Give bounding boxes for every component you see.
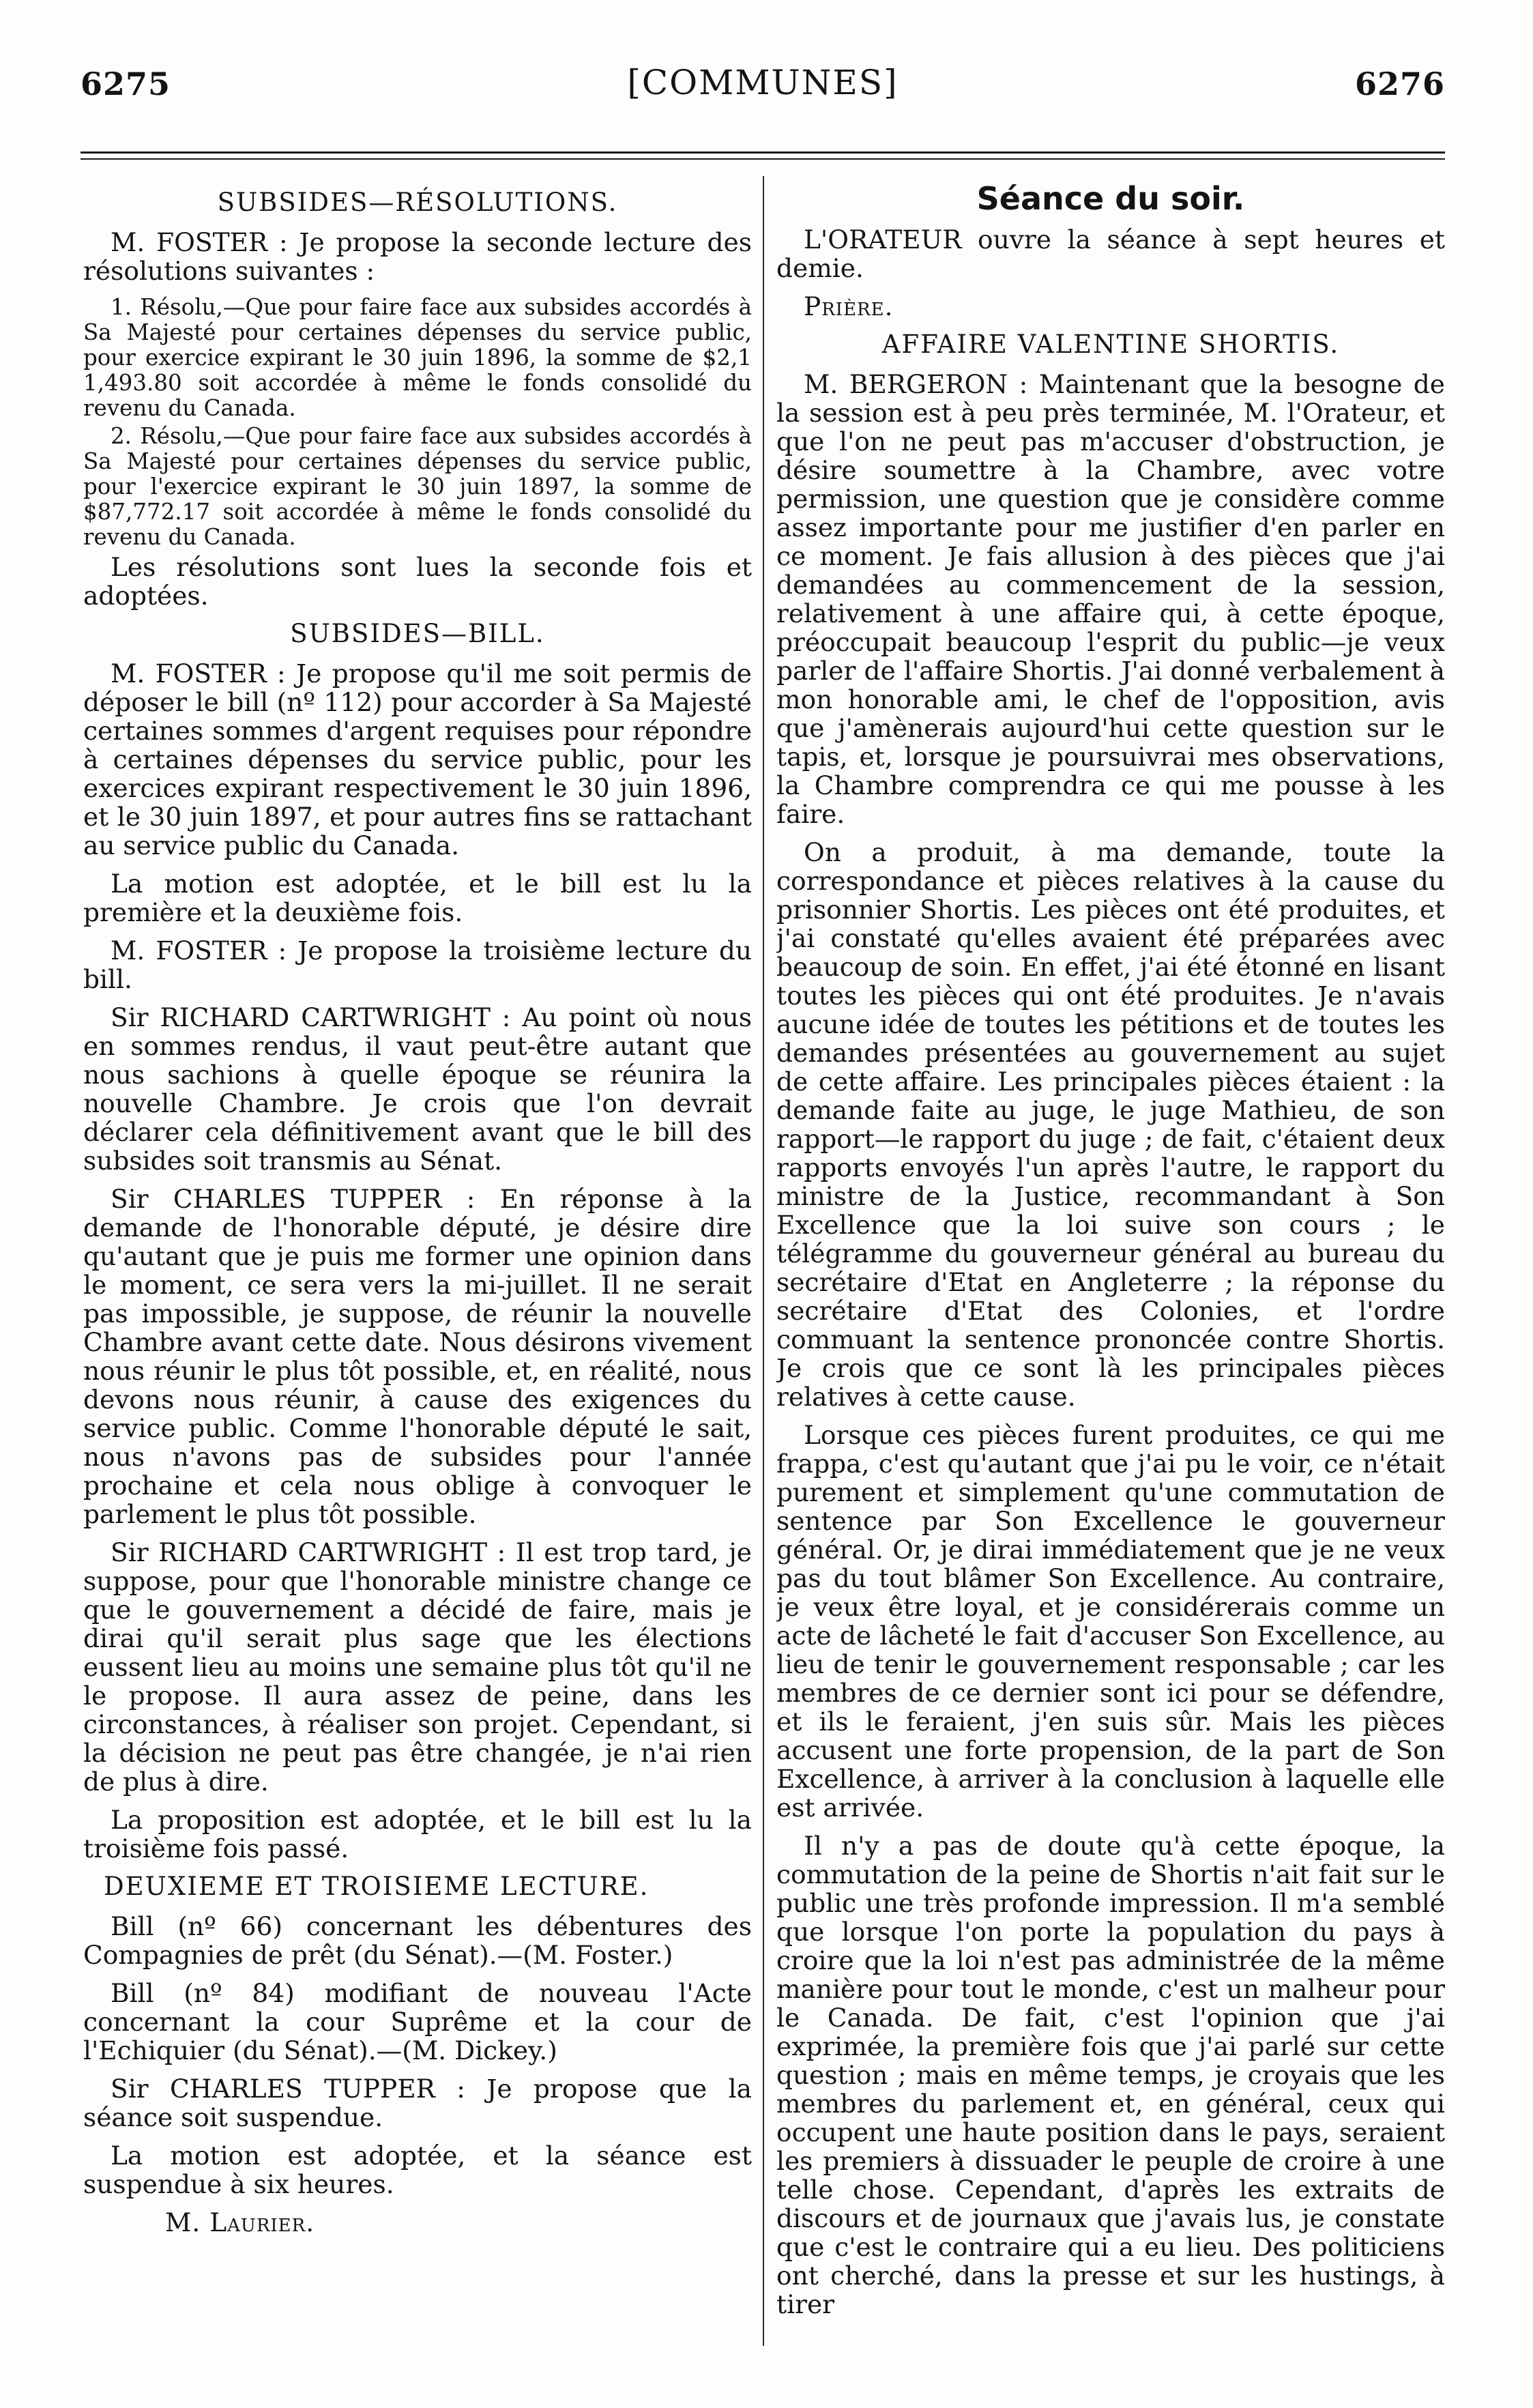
heading-subsides-bill: SUBSIDES—BILL.: [290, 619, 545, 648]
heading-deuxieme-troisieme-lecture: DEUXIEME ET TROISIEME LECTURE.: [104, 1872, 649, 1901]
paragraph: La motion est adoptée, et le bill est lu la première et la deuxième fois.: [83, 869, 752, 927]
heading-subsides-resolutions: SUBSIDES—RÉSOLUTIONS.: [217, 188, 618, 217]
right-column: [776, 184, 1445, 2368]
header-rule: [81, 151, 1445, 154]
page-number-left: 6275: [81, 66, 171, 102]
paragraph: Il n'y a pas de doute qu'à cette époque, la commutation de la peine de Shortis n'ait fait sur le public une très profonde impression. Il m'a semblé que lorsque l'on porte la population du pays à croire que la loi n'est pas administrée de la même manière pour tout le monde, c'est un malheur pour le Canada. De fait, c'est l'opinion que j'ai exprimée, la première fois que j'ai parlé sur cette question ; mais en même temps, je croyais que les membres du parlement et, en général, ceux qui occupent une haute position dans le pays, seraient les premiers à dissuader le peuple de croire à une telle chose. Cependant, d'après les extraits de discours et de journaux que j'avais lus, je constate que c'est le contraire qui a eu lieu. Des politiciens ont cherché, dans la presse et sur les hustings, à tirer: [776, 1831, 1445, 2319]
running-title: [COMMUNES]: [627, 63, 899, 102]
paragraph: La proposition est adoptée, et le bill est lu la troisième fois passé.: [83, 1805, 752, 1863]
paragraph: Sir CHARLES TUPPER : Je propose que la séance soit suspendue.: [83, 2074, 752, 2132]
paragraph: M. FOSTER : Je propose la seconde lecture des résolutions suivantes :: [83, 227, 752, 286]
page-header: [81, 63, 1445, 120]
paragraph: Bill (nº 84) modifiant de nouveau l'Acte concernant la cour Suprême et la cour de l'Echiquier (du Sénat).—(M. Dickey.): [83, 1978, 752, 2065]
paragraph: Sir RICHARD CARTWRIGHT : Au point où nous en sommes rendus, il vaut peut-être autant que nous sachions à quelle époque se réunira la nouvelle Chambre. Je crois que l'on devrait déclarer cela définitivement avant que le bill des subsides soit transmis au Sénat.: [83, 1002, 752, 1176]
paragraph: M. FOSTER : Je propose la troisième lecture du bill.: [83, 935, 752, 994]
paragraph: Bill (nº 66) concernant les débentures des Compagnies de prêt (du Sénat).—(M. Foster.): [83, 1911, 752, 1970]
paragraph: La motion est adoptée, et la séance est suspendue à six heures.: [83, 2141, 752, 2199]
column-divider: [763, 176, 764, 2346]
paragraph: Lorsque ces pièces furent produites, ce qui me frappa, c'est qu'autant que j'ai pu le voir, ce n'était purement et simplement qu'une commutation de sentence par Son Excellence le gouverneur général. Or, je dirai immédiatement que je ne veux pas du tout blâmer Son Excellence. Au contraire, je veux être loyal, et je considérerais comme un acte de lâcheté le fait d'accuser Son Excellence, au lieu de tenir le gouvernement responsable ; car les membres de ce dernier sont ici pour se défendre, et ils le feraient, j'en suis sûr. Mais les pièces accusent une forte propension, de la part de Son Excellence, à arriver à la conclusion à laquelle elle est arrivée.: [776, 1420, 1445, 1823]
header-rule-double: [81, 158, 1445, 160]
paragraph: M. FOSTER : Je propose qu'il me soit permis de déposer le bill (nº 112) pour accorder à Sa Majesté certaines sommes d'argent requises pour répondre à certaines dépenses du service public, pour les exercices expirant respectivement le 30 juin 1896, et le 30 juin 1897, et pour autres fins se rattachant au service public du Canada.: [83, 658, 752, 860]
paragraph: On a produit, à ma demande, toute la correspondance et pièces relatives à la cause du prisonnier Shortis. Les pièces ont été produites, et j'ai constaté qu'elles avaient été préparées avec beaucoup de soin. En effet, j'ai été étonné en lisant toutes les pièces qui ont été produites. Je n'avais aucune idée de toutes les pétitions et de toutes les demandes présentées au gouvernement au sujet de cette affaire. Les principales pièces étaient : la demande faite au juge, le juge Mathieu, de son rapport—le rapport du juge ; de fait, c'étaient deux rapports envoyés l'un après l'autre, le rapport du ministre de la Justice, recommandant à Son Excellence que la loi suive son cours ; le télégramme du gouverneur général au bureau du secrétaire d'Etat en Angleterre ; la réponse du secrétaire d'Etat des Colonies, et l'ordre commuant la sentence prononcée contre Shortis. Je crois que ce sont là les principales pièces relatives à cette cause.: [776, 837, 1445, 1412]
paragraph: Sir CHARLES TUPPER : En réponse à la demande de l'honorable député, je désire dire qu'autant que je puis me former une opinion dans le moment, ce sera vers la mi-juillet. Il ne serait pas impossible, je suppose, de réunir la nouvelle Chambre avant cette date. Nous désirons vivement nous réunir le plus tôt possible, et, en réalité, nous devons nous réunir, à cause des exigences du service public. Comme l'honorable député le sait, nous n'avons pas de subsides pour l'année prochaine et cela nous oblige à convoquer le parlement le plus tôt possible.: [83, 1184, 752, 1529]
left-column: [83, 184, 752, 2368]
paragraph: Les résolutions sont lues la seconde fois et adoptées.: [83, 552, 752, 611]
paragraph: L'ORATEUR ouvre la séance à sept heures et demie.: [776, 224, 1445, 283]
signature: M. Laurier.: [165, 2207, 315, 2237]
resolution-1: 1. Résolu,—Que pour faire face aux subsides accordés à Sa Majesté pour certaines dépenses du service public, pour exercice expirant le 30 juin 1896, la somme de $2,1 1,493.80 soit accordée à même le fonds consolidé du revenu du Canada.: [83, 294, 752, 421]
heading-affaire-shortis: AFFAIRE VALENTINE SHORTIS.: [881, 330, 1340, 359]
priere-label: Prière.: [804, 291, 894, 321]
heading-seance-du-soir: Séance du soir.: [976, 184, 1245, 217]
paragraph: Sir RICHARD CARTWRIGHT : Il est trop tard, je suppose, pour que l'honorable ministre change ce que le gouvernement a décidé de faire, mais je dirai qu'il serait plus sage que les élections eussent lieu au moins une semaine plus tôt qu'il ne le propose. Il aura assez de peine, dans les circonstances, à réaliser son projet. Cependant, si la décision ne peut pas être changée, je n'ai rien de plus à dire.: [83, 1537, 752, 1797]
page-number-right: 6276: [1354, 66, 1445, 102]
paragraph: M. BERGERON : Maintenant que la besogne de la session est à peu près terminée, M. l'Orateur, et que l'on ne peut pas m'accuser d'obstruction, je désire soumettre à la Chambre, avec votre permission, une question que je considère comme assez importante pour me justifier d'en parler en ce moment. Je fais allusion à des pièces que j'ai demandées au commencement de la session, relativement à une affaire qui, à cette époque, préoccupait beaucoup l'esprit du public—je veux parler de l'affaire Shortis. J'ai donné verbalement à mon honorable ami, le chef de l'opposition, avis que j'amènerais aujourd'hui cette question sur le tapis, et, lorsque je poursuivrai mes observations, la Chambre comprendra ce qui me pousse à les faire.: [776, 369, 1445, 829]
resolution-2: 2. Résolu,—Que pour faire face aux subsides accordés à Sa Majesté pour certaines dépenses du service public, pour l'exercice expirant le 30 juin 1897, la somme de $87,772.17 soit accordée à même le fonds consolidé du revenu du Canada.: [83, 423, 752, 550]
